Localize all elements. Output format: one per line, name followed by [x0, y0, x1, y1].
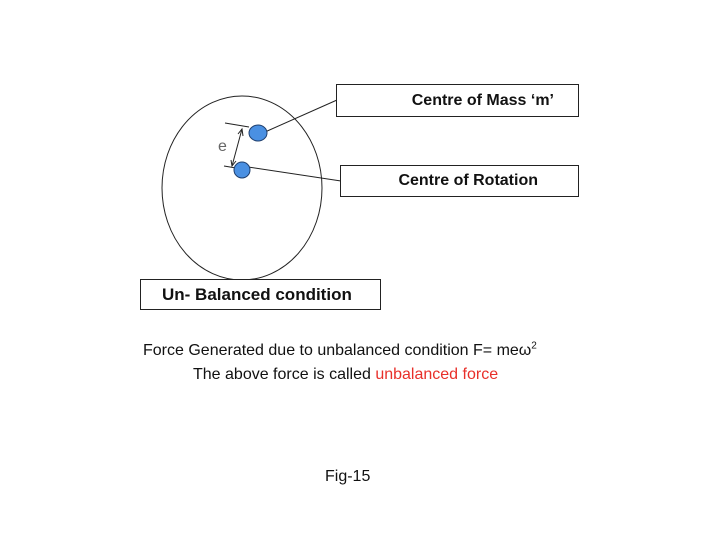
eccentricity-arrow: [232, 129, 242, 166]
condition-label: Un- Balanced condition: [162, 284, 352, 304]
pointer-line-rotation: [248, 167, 341, 181]
eccentricity-label: e: [218, 138, 227, 155]
dimension-tick-top: [225, 123, 249, 127]
figure-caption: Fig-15: [325, 468, 371, 485]
force-equation: [143, 342, 537, 360]
centre-of-rotation-label-box: [340, 165, 579, 197]
centre-of-mass-dot: [249, 125, 267, 141]
rotor-circle: [162, 96, 322, 280]
force-description-prefix: The above force is called: [193, 366, 376, 383]
force-equation-exponent: 2: [531, 340, 537, 352]
centre-of-mass-label: Centre of Mass ‘m’: [411, 91, 554, 109]
centre-of-mass-label-box: [336, 84, 579, 117]
force-equation-text: Force Generated due to unbalanced condition F= meω: [143, 342, 532, 359]
force-description-highlight: unbalanced force: [375, 366, 499, 383]
force-description: [193, 366, 498, 384]
centre-of-rotation-label: Centre of Rotation: [398, 172, 538, 189]
centre-of-rotation-dot: [234, 162, 250, 178]
condition-label-box: [140, 279, 381, 310]
